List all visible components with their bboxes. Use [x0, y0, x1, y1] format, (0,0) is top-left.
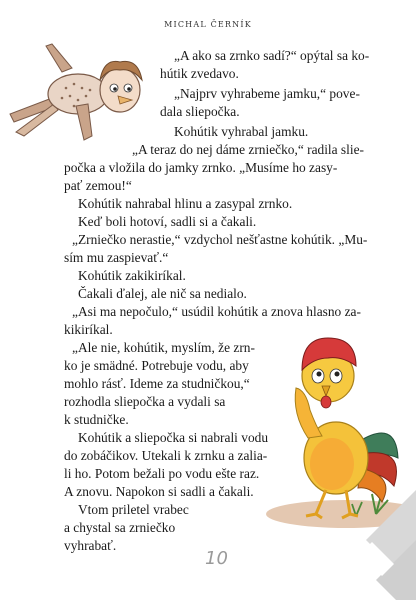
text-line: pať zemou!“	[64, 178, 132, 193]
text-line: Keď boli hotoví, sadli si a čakali.	[78, 214, 257, 229]
text-line: a chystal sa zrniečko	[64, 520, 176, 535]
page-number: 10	[205, 548, 228, 569]
text-line: „Zrniečko nerastie,“ vzdychol nešťastne kohútik. „Mu-	[72, 232, 368, 247]
text-line: „Asi ma nepočulo,“ usúdil kohútik a znova hlasno za-	[72, 304, 361, 319]
bird-illustration	[4, 28, 154, 148]
text-line: dala sliepočka.	[160, 104, 240, 119]
text-line: Kohútik a sliepočka si nabrali vodu	[78, 430, 269, 445]
text-line: Vtom priletel vrabec	[78, 502, 189, 517]
text-line: rozhodla sliepočka a vydali sa	[64, 394, 226, 409]
text-line: Kohútik vyhrabal jamku.	[174, 124, 309, 139]
text-line: Čakali ďalej, ale nič sa nedialo.	[78, 286, 247, 301]
text-line: vyhrabať.	[64, 538, 117, 553]
text-line: Kohútik nahrabal hlinu a zasypal zrnko.	[78, 196, 293, 211]
text-line: hútik zvedavo.	[160, 66, 239, 81]
text-line: sím mu zaspievať.“	[64, 250, 169, 265]
text-line: „A ako sa zrnko sadí?“ opýtal sa ko-	[174, 48, 370, 63]
text-line: počka a vložila do jamky zrnko. „Musíme ho zasy-	[64, 160, 338, 175]
text-line: kikiríkal.	[64, 322, 113, 337]
text-line: „Ale nie, kohútik, myslím, že zrn-	[72, 340, 255, 355]
text-line: Kohútik zakikiríkal.	[78, 268, 186, 283]
corner-ornament	[336, 480, 416, 600]
text-line: A znovu. Napokon si sadli a čakali.	[64, 484, 254, 499]
text-line: do zobáčikov. Utekali k zrnku a zalia-	[64, 448, 268, 463]
text-line: k studničke.	[64, 412, 129, 427]
text-line: „A teraz do nej dáme zrniečko,“ radila slie-	[132, 142, 364, 157]
author-header: MICHAL ČERNÍK	[164, 20, 252, 29]
text-line: ko je smädné. Potrebuje vodu, aby	[64, 358, 249, 373]
text-line: mohlo rásť. Ideme za studničkou,“	[64, 376, 250, 391]
text-line: „Najprv vyhrabeme jamku,“ pove-	[174, 86, 360, 101]
text-line: li ho. Potom bežali po vodu ešte raz.	[64, 466, 260, 481]
